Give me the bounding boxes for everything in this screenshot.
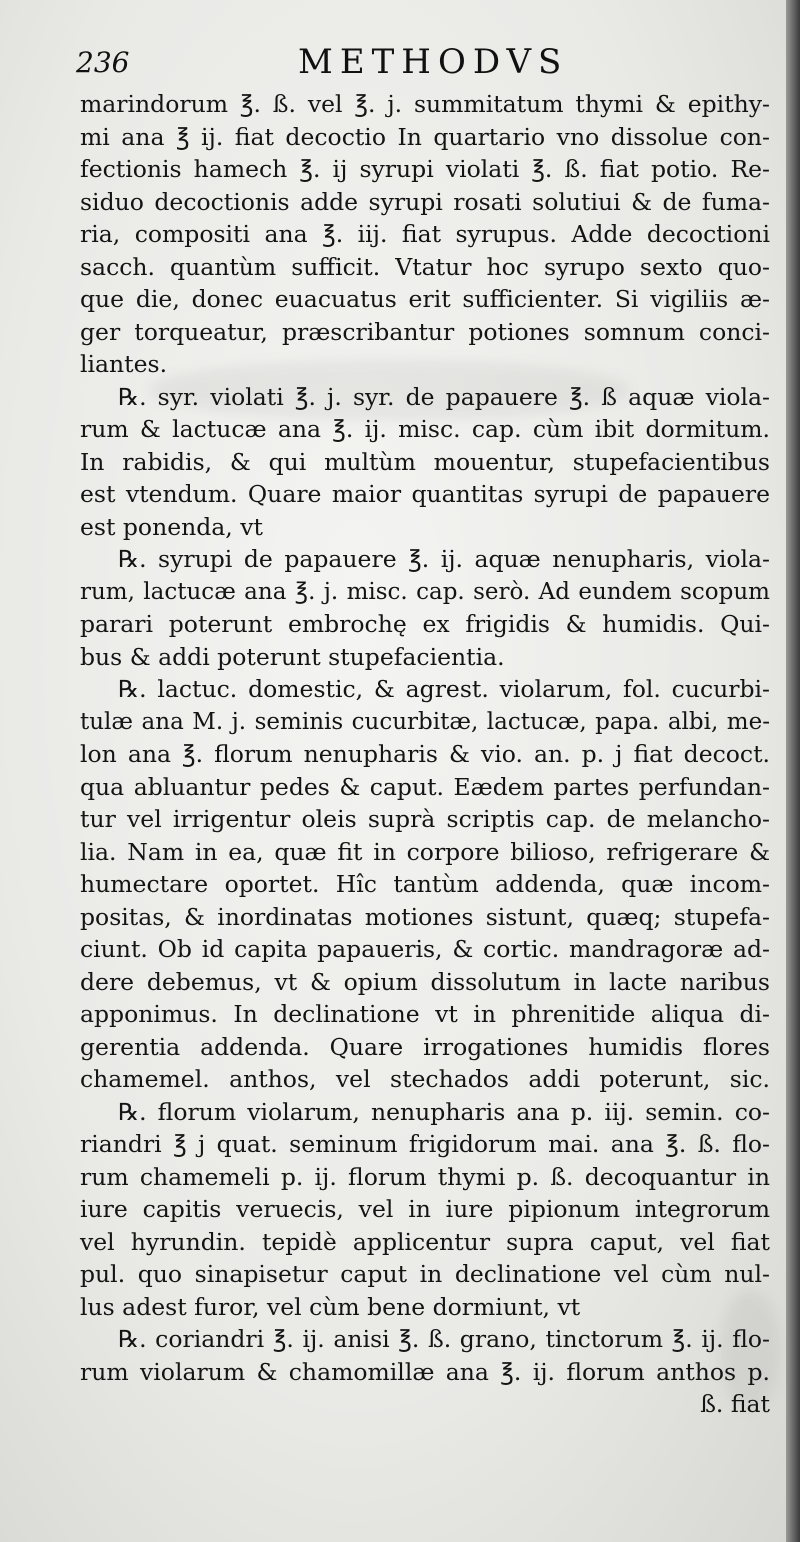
recipe-line: ℞. lactuc. domestic, & agrest. violarum, fol. cucurbi- (118, 675, 770, 703)
text-line: que die, donec euacuatus erit sufficienter. Si vigiliis æ- (80, 285, 770, 313)
text-line: gerentia addenda. Quare irrogationes humidis flores (80, 1032, 770, 1061)
recipe-line: ℞. syrupi de papauere ℥. ij. aquæ nenupharis, viola- (118, 545, 770, 573)
text-line: bus & addi poterunt stupefacientia. (80, 642, 505, 671)
text-line: lus adest furor, vel cùm bene dormiunt, vt (80, 1292, 581, 1321)
text-line: liantes. (80, 350, 168, 378)
recipe-line: ℞. coriandri ℥. ij. anisi ℥. ß. grano, tinctorum ℥. ij. flo- (118, 1325, 770, 1353)
text-line: sacch. quantùm sufficit. Vtatur hoc syrupo sexto quo- (80, 252, 770, 281)
text-line: lia. Nam in ea, quæ fit in corpore bilioso, refrigerare & (80, 837, 770, 866)
text-line: apponimus. In declinatione vt in phrenitide aliqua di- (80, 1000, 770, 1028)
text-line: positas, & inordinatas motiones sistunt, quæq; stupefa- (80, 902, 770, 931)
text-line: siduo decoctionis adde syrupi rosati solutiui & de fuma- (80, 187, 770, 216)
text-line: In rabidis, & qui multùm mouentur, stupefacientibus (80, 447, 770, 476)
text-line: rum, lactucæ ana ℥. j. misc. cap. serò. Ad eundem scopum (80, 578, 770, 605)
text-line: est ponenda, vt (80, 512, 263, 541)
text-line: dere debemus, vt & opium dissolutum in lacte naribus (80, 967, 770, 996)
text-line: fectionis hamech ℥. ij syrupi violati ℥. ß. fiat potio. Re- (80, 155, 770, 183)
text-line: riandri ℥ j quat. seminum frigidorum mai. ana ℥. ß. flo- (80, 1130, 770, 1158)
catchword-line: ß. fiat (700, 1390, 770, 1418)
text-line: chamemel. anthos, vel stechados addi poterunt, sic. (80, 1065, 770, 1093)
text-line: qua abluantur pedes & caput. Eædem partes perfundan- (80, 772, 770, 801)
text-line: ger torqueatur, præscribantur potiones somnum conci- (80, 317, 770, 346)
recipe-line: ℞. florum violarum, nenupharis ana p. iij. semin. co- (118, 1097, 770, 1126)
text-line: lon ana ℥. florum nenupharis & vio. an. p. j fiat decoct. (80, 740, 770, 768)
text-line: rum & lactucæ ana ℥. ij. misc. cap. cùm ibit dormitum. (80, 415, 770, 443)
text-line: parari poterunt embrochę ex frigidis & humidis. Qui- (80, 610, 770, 638)
text-line: ria, compositi ana ℥. iij. fiat syrupus. Adde decoctioni (80, 220, 770, 248)
text-line: rum chamemeli p. ij. florum thymi p. ß. decoquantur in (80, 1162, 770, 1191)
text-line: rum violarum & chamomillæ ana ℥. ij. florum anthos p. (80, 1357, 770, 1386)
text-line: mi ana ℥ ij. fiat decoctio In quartario vno dissolue con- (80, 122, 770, 151)
text-line: tur vel irrigentur oleis suprà scriptis cap. de melancho- (80, 805, 770, 833)
text-line: iure capitis veruecis, vel in iure pipionum integrorum (80, 1195, 770, 1223)
body-text (80, 88, 770, 1421)
page-number: 236 (76, 46, 130, 79)
recipe-line: ℞. syr. violati ℥. j. syr. de papauere ℥. ß aquæ viola- (118, 382, 770, 411)
page-edge-shadow (786, 0, 800, 1542)
page-header (76, 42, 766, 90)
text-line: marindorum ℥. ß. vel ℥. j. summitatum thymi & epithy- (80, 90, 770, 118)
text-line: tulæ ana M. j. seminis cucurbitæ, lactucæ, papa. albi, me- (80, 708, 770, 735)
text-line: est vtendum. Quare maior quantitas syrupi de papauere (80, 480, 770, 508)
running-head: METHODVS (298, 42, 569, 82)
text-line: humectare oportet. Hîc tantùm addenda, quæ incom- (80, 870, 770, 898)
text-line: vel hyrundin. tepidè applicentur supra caput, vel fiat (80, 1227, 770, 1256)
text-line: pul. quo sinapisetur caput in declinatione vel cùm nul- (80, 1260, 770, 1288)
text-line: ciunt. Ob id capita papaueris, & cortic. mandragoræ ad- (80, 935, 770, 963)
